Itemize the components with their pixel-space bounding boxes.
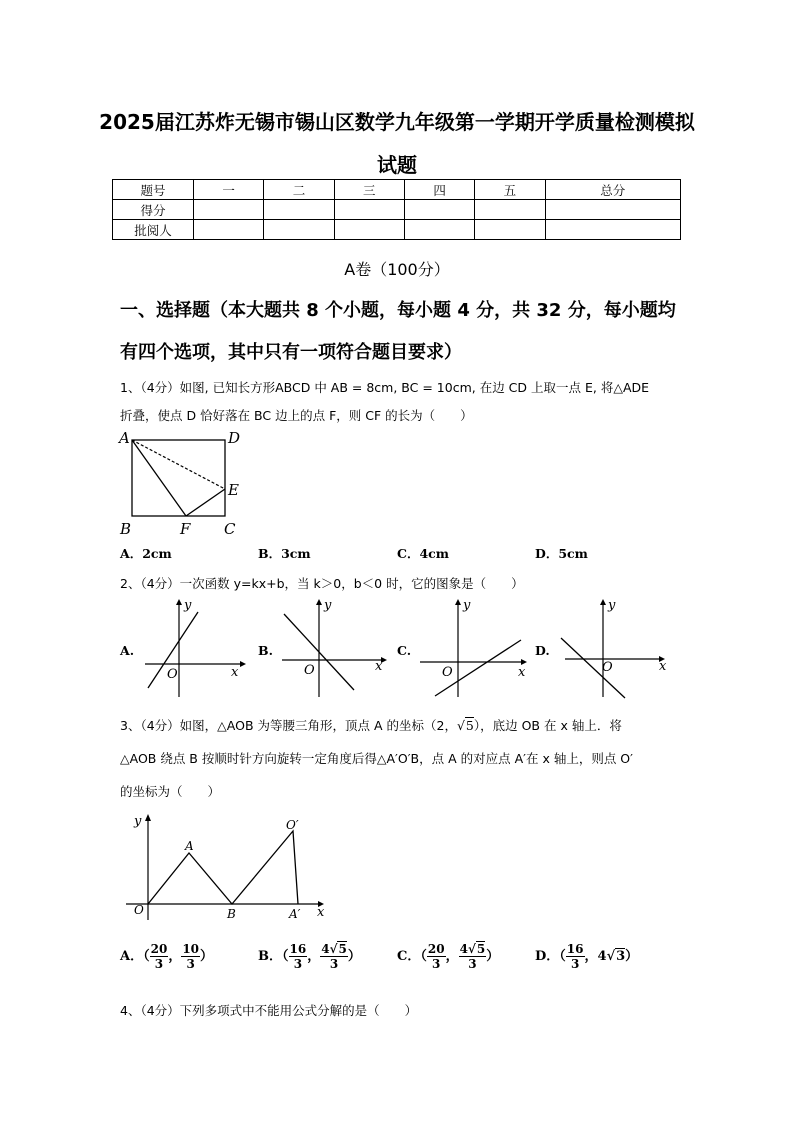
score-header-cell: 二	[264, 180, 334, 200]
q3-stem-line1-b: ），底边 OB 在 x 轴上．将	[473, 718, 622, 733]
q2-graph-c	[417, 598, 532, 698]
section1-heading-line2: 有四个选项，其中只有一项符合题目要求）	[120, 342, 462, 363]
score-row-label: 批阅人	[113, 220, 194, 240]
score-cell	[194, 200, 264, 220]
q1-rectangle-figure	[116, 428, 256, 538]
score-cell	[264, 200, 334, 220]
score-row-label: 得分	[113, 200, 194, 220]
svg-text:x: x	[231, 665, 239, 680]
q2-stem: 2、（4分）一次函数 y=kx+b，当 k＞0，b＜0 时，它的图象是（ ）	[120, 576, 524, 591]
svg-text:O: O	[442, 665, 453, 680]
svg-text:y: y	[608, 598, 616, 613]
score-header-cell: 三	[334, 180, 404, 200]
score-header-cell: 四	[404, 180, 474, 200]
doc-title-line2: 试题	[377, 153, 417, 177]
q3-stem-line1: 3、（4分）如图，△AOB 为等腰三角形，顶点 A 的坐标（2，√5），底边 OB 在 x 轴上．将	[120, 718, 622, 733]
score-header-cell: 题号	[113, 180, 194, 200]
score-cell	[194, 220, 264, 240]
q1-label-d: D	[228, 429, 241, 447]
svg-text:y: y	[134, 814, 142, 829]
q2-option-b-letter: B.	[258, 643, 273, 658]
q2-graph-a	[140, 598, 250, 698]
q2-graph-b	[277, 598, 392, 698]
score-header-cell: 一	[194, 180, 264, 200]
svg-text:x: x	[317, 905, 325, 920]
svg-text:O: O	[167, 667, 178, 682]
score-cell	[404, 220, 474, 240]
q2-option-c-letter: C.	[397, 643, 412, 658]
part-a-heading: A卷（100分）	[344, 260, 450, 279]
q1-stem-line2: 折叠，使点 D 恰好落在 BC 边上的点 F，则 CF 的长为（ ）	[120, 408, 473, 423]
q1-label-f: F	[180, 520, 191, 538]
q3-option-d: D．（ $\frac{16}{3}$ ，4√3）	[535, 942, 639, 971]
score-header-cell: 五	[475, 180, 545, 200]
svg-text:y: y	[324, 598, 332, 613]
q1-line-af	[132, 440, 186, 516]
doc-title-line1: 2025届江苏炸无锡市锡山区数学九年级第一学期开学质量检测模拟	[99, 110, 695, 134]
svg-text:O: O	[602, 660, 613, 675]
score-table-row	[113, 220, 681, 240]
q1-option-b: B．3cm	[258, 546, 311, 561]
score-table-header-row	[113, 180, 681, 200]
svg-text:A′: A′	[289, 907, 301, 921]
score-cell	[264, 220, 334, 240]
q2-option-a-letter: A.	[120, 643, 135, 658]
score-cell	[475, 220, 545, 240]
q1-label-c: C	[224, 520, 236, 538]
q1-label-b: B	[120, 520, 132, 538]
svg-text:x: x	[375, 659, 383, 674]
svg-text:O: O	[134, 903, 144, 917]
q1-line-ae-dashed	[132, 440, 225, 489]
q2-option-d-letter: D.	[535, 643, 550, 658]
score-cell	[475, 200, 545, 220]
score-cell	[404, 200, 474, 220]
q3-option-c: C．（ $\frac{20}{3}$ ， $\frac{4√5}{3}$ ）	[397, 942, 500, 971]
q1-option-c: C．4cm	[397, 546, 449, 561]
svg-text:y: y	[184, 598, 192, 613]
q3-stem-line3: 的坐标为（ ）	[120, 784, 221, 799]
score-table	[112, 179, 681, 240]
score-table-row	[113, 200, 681, 220]
svg-text:x: x	[518, 665, 526, 680]
q1-line-fe	[186, 489, 225, 516]
q1-stem-line1: 1、（4分）如图, 已知长方形ABCD 中 AB = 8cm, BC = 10cm, 在边 CD 上取一点 E, 将△ADE	[120, 380, 650, 395]
score-cell	[545, 220, 680, 240]
q3-rotation-figure	[126, 810, 336, 925]
q1-label-e: E	[228, 481, 239, 499]
svg-text:x: x	[659, 659, 667, 674]
score-cell	[334, 220, 404, 240]
q3-sqrt-5: 5	[465, 718, 474, 733]
score-cell	[545, 200, 680, 220]
score-cell	[334, 200, 404, 220]
q1-option-d: D．5cm	[535, 546, 588, 561]
score-header-cell: 总分	[545, 180, 680, 200]
q2-graph-d	[555, 598, 670, 698]
svg-text:O′: O′	[286, 818, 299, 832]
q1-label-a: A	[119, 429, 130, 447]
q3-stem-line2: △AOB 绕点 B 按顺时针方向旋转一定角度后得△A′O′B，点 A 的对应点 A′在 x 轴上，则点 O′	[120, 751, 633, 766]
q3-stem-line1-a: 3、（4分）如图，△AOB 为等腰三角形，顶点 A 的坐标（2，	[120, 718, 457, 733]
svg-text:A: A	[185, 839, 194, 853]
q3-option-b: B．（ $\frac{16}{3}$ ， $\frac{4√5}{3}$ ）	[258, 942, 361, 971]
q1-option-a: A．2cm	[120, 546, 172, 561]
svg-text:B: B	[227, 907, 236, 921]
q3-option-a: A．（ $\frac{20}{3}$ ， $\frac{10}{3}$ ）	[120, 942, 214, 971]
svg-text:O: O	[304, 663, 315, 678]
section1-heading-line1: 一、选择题（本大题共 8 个小题，每小题 4 分，共 32 分，每小题均	[120, 300, 676, 321]
q4-stem: 4、（4分）下列多项式中不能用公式分解的是（ ）	[120, 1003, 418, 1018]
svg-text:y: y	[463, 598, 471, 613]
